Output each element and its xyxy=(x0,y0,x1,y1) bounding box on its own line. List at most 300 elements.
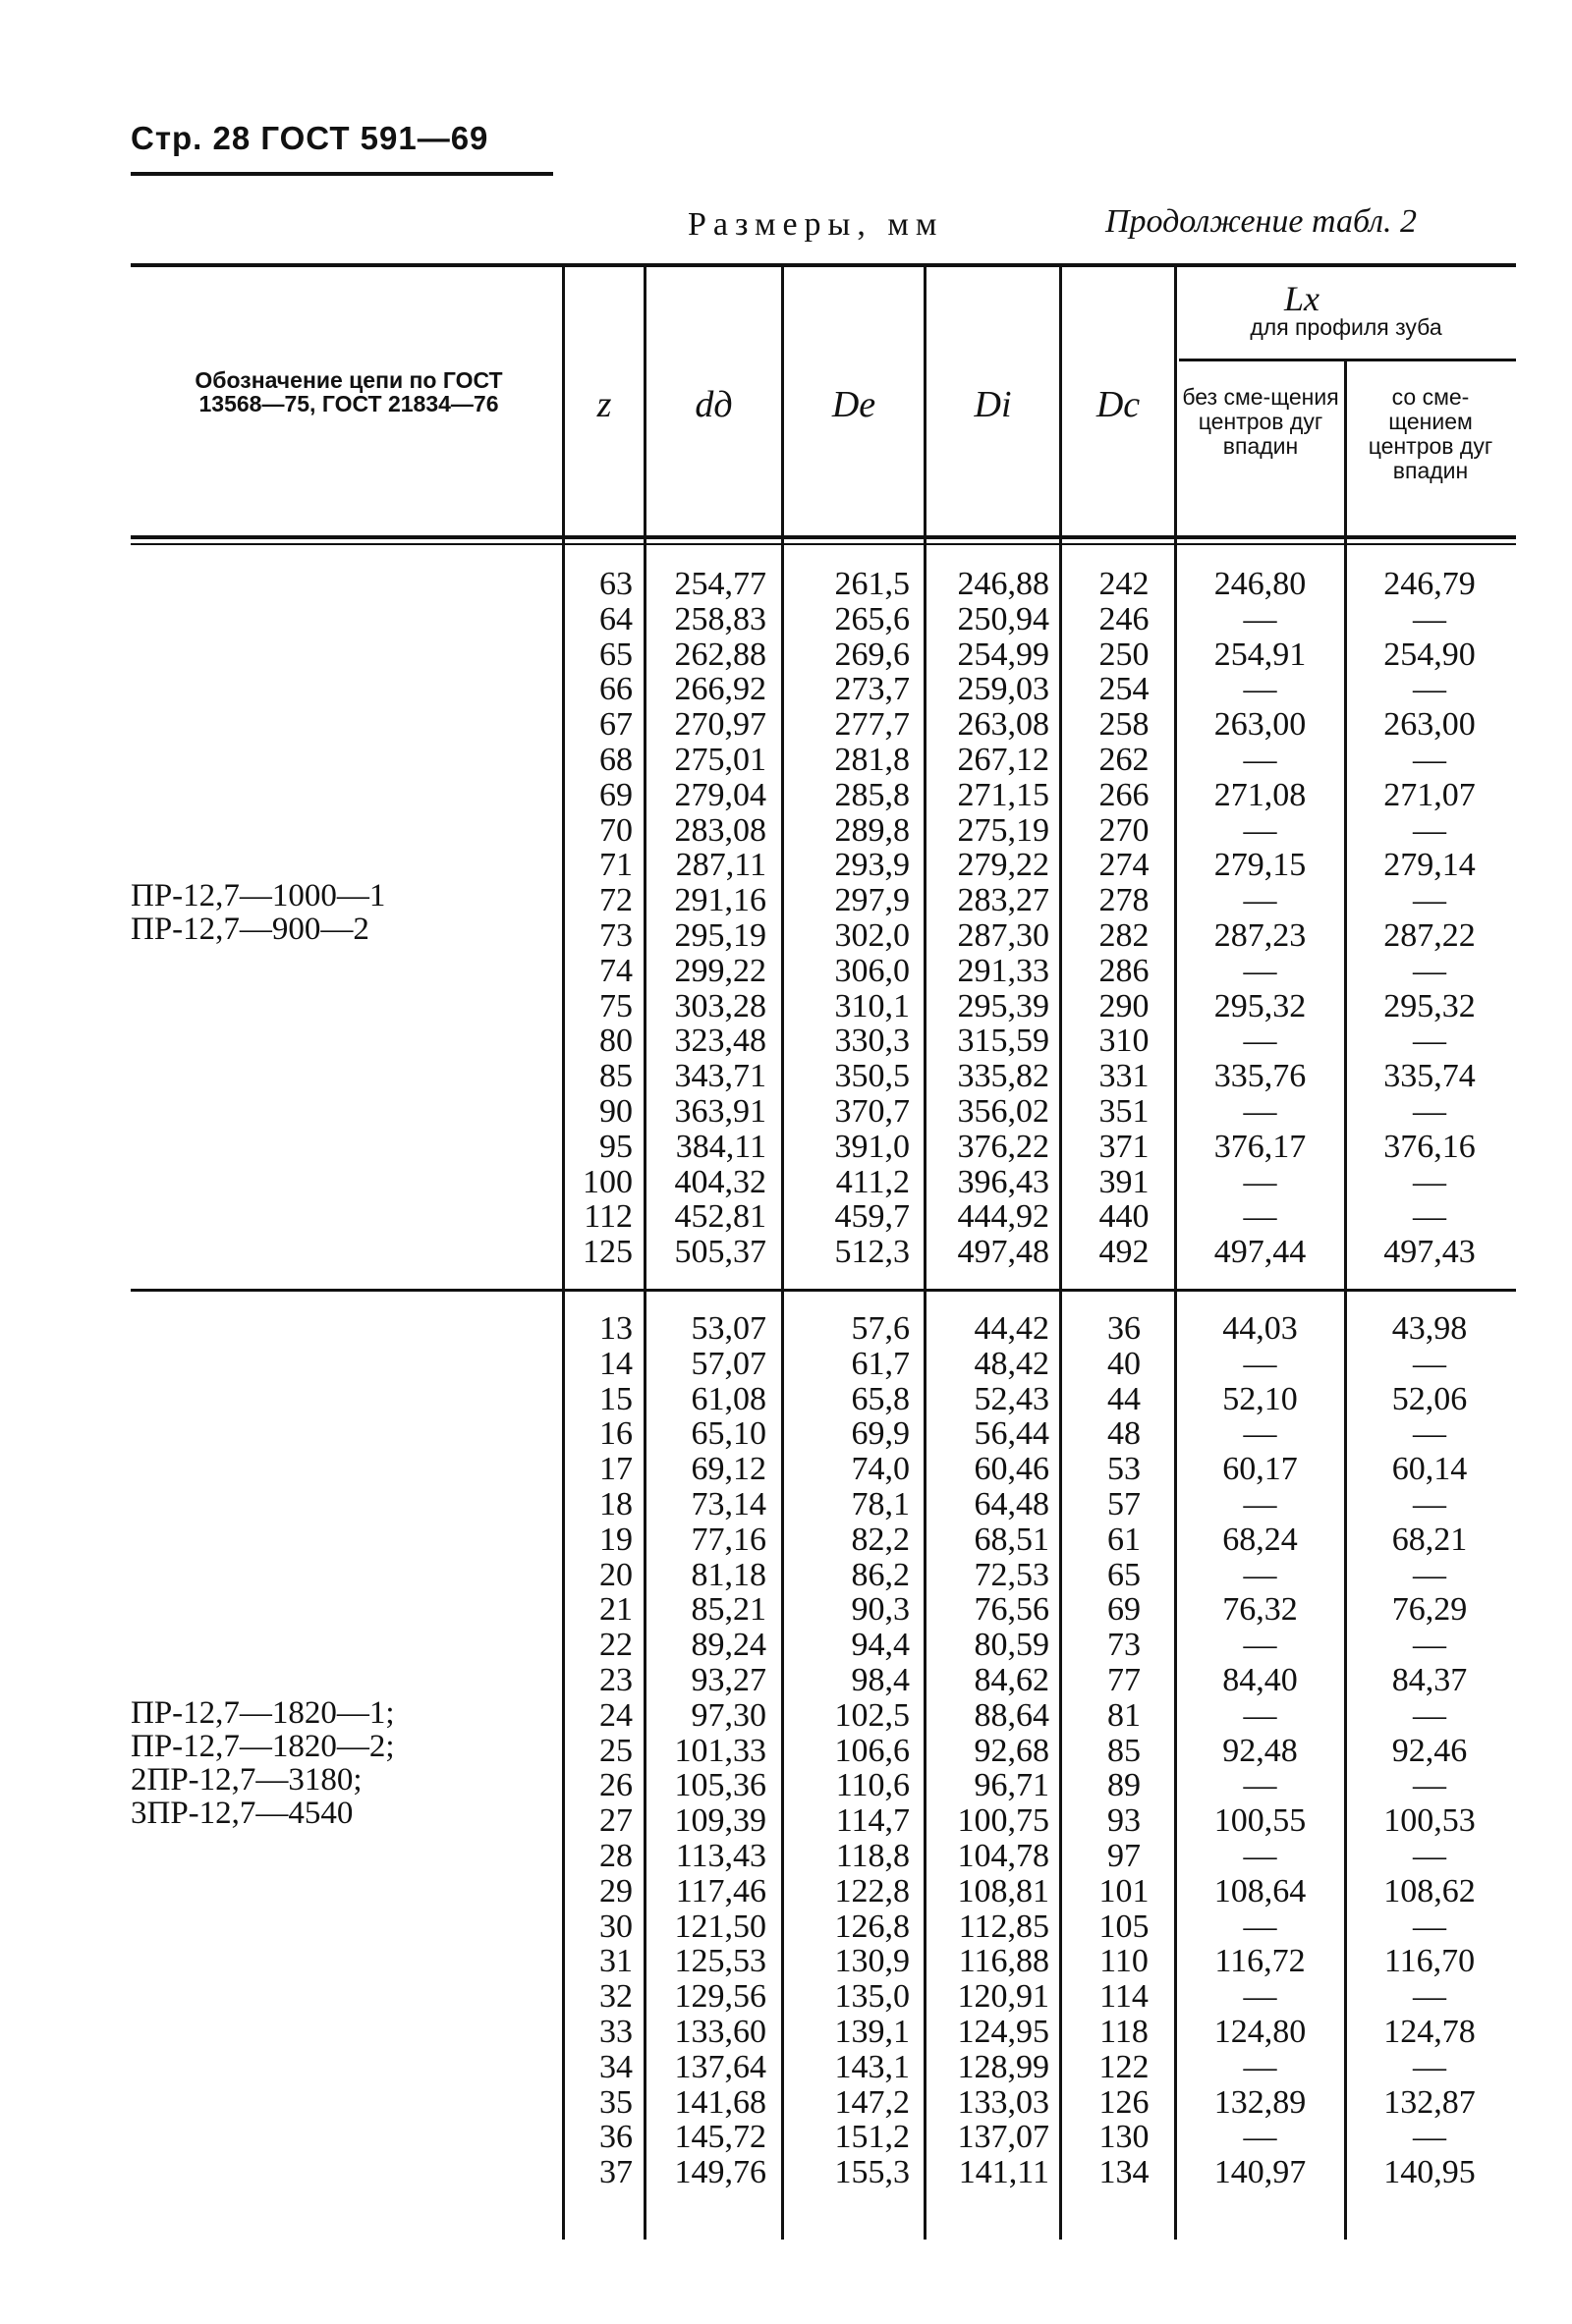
cell-lx-without-offset: 84,40 xyxy=(1222,1662,1298,1698)
cell-lx-without-offset: 60,17 xyxy=(1222,1451,1298,1488)
table-row xyxy=(0,1382,1572,1417)
cell-z: 100 xyxy=(583,1163,633,1200)
cell-de: 98,4 xyxy=(851,1662,910,1698)
cell-z: 22 xyxy=(599,1627,633,1664)
header-lx: Lx xyxy=(1284,279,1319,318)
cell-de: 289,8 xyxy=(834,811,910,849)
cell-lx-with-offset: 132,87 xyxy=(1383,2083,1476,2121)
cell-z: 32 xyxy=(599,1978,633,2016)
cell-dd: 53,07 xyxy=(691,1310,766,1347)
table-row xyxy=(0,1663,1572,1698)
cell-dd: 323,48 xyxy=(674,1023,766,1060)
cell-di: 283,27 xyxy=(957,882,1049,919)
cell-di: 267,12 xyxy=(957,742,1049,778)
cell-dc: 331 xyxy=(1098,1058,1150,1095)
header-bottom-rule-2 xyxy=(131,543,1516,545)
cell-di: 96,71 xyxy=(974,1767,1049,1804)
cell-di: 259,03 xyxy=(957,671,1049,708)
table-row xyxy=(0,918,1572,954)
cell-di: 124,95 xyxy=(957,2014,1049,2050)
cell-dc: 118 xyxy=(1099,2014,1149,2050)
cell-de: 350,5 xyxy=(834,1058,910,1095)
cell-de: 265,6 xyxy=(834,600,910,637)
cell-dd: 384,11 xyxy=(675,1128,766,1165)
table-row xyxy=(0,1944,1572,1979)
cell-z: 26 xyxy=(599,1767,633,1804)
cell-dc: 270 xyxy=(1098,811,1150,849)
cell-de: 370,7 xyxy=(834,1093,910,1130)
header-de: De xyxy=(831,384,876,425)
cell-dd: 89,24 xyxy=(691,1627,766,1664)
table-row xyxy=(0,602,1572,637)
cell-di: 80,59 xyxy=(974,1627,1049,1664)
cell-lx-with-offset: 68,21 xyxy=(1391,1521,1468,1558)
cell-dc: 36 xyxy=(1107,1310,1141,1347)
cell-dd: 404,32 xyxy=(674,1163,766,1200)
cell-lx-without-offset: — xyxy=(1243,2048,1277,2085)
cell-z: 64 xyxy=(599,600,633,637)
cell-lx-with-offset: — xyxy=(1413,1767,1446,1804)
table-row xyxy=(0,1695,1572,1734)
table-row xyxy=(0,2050,1572,2085)
cell-dc: 122 xyxy=(1098,2048,1150,2085)
cell-di: 133,03 xyxy=(957,2083,1049,2121)
cell-lx-with-offset: — xyxy=(1413,2119,1446,2156)
cell-de: 273,7 xyxy=(834,671,910,708)
cell-dc: 57 xyxy=(1107,1486,1141,1522)
cell-dd: 452,81 xyxy=(674,1198,766,1236)
cell-di: 263,08 xyxy=(957,706,1049,744)
cell-z: 15 xyxy=(599,1380,633,1417)
cell-dd: 129,56 xyxy=(674,1978,766,2016)
designation-line: ПР-12,7—1820—2; xyxy=(131,1729,395,1764)
cell-lx-with-offset: 100,53 xyxy=(1383,1802,1476,1840)
cell-dc: 110 xyxy=(1099,1943,1149,1980)
cell-di: 141,11 xyxy=(958,2154,1049,2191)
cell-z: 34 xyxy=(599,2048,633,2085)
cell-z: 74 xyxy=(599,952,633,989)
cell-de: 65,8 xyxy=(851,1380,910,1417)
header-lx-with-offset: со сме-щением центров дуг впадин xyxy=(1368,384,1493,483)
cell-di: 275,19 xyxy=(957,811,1049,849)
cell-lx-with-offset: 92,46 xyxy=(1391,1732,1468,1769)
cell-dc: 77 xyxy=(1107,1662,1141,1698)
cell-dc: 93 xyxy=(1107,1802,1141,1840)
cell-lx-without-offset: — xyxy=(1243,742,1277,778)
cell-dc: 73 xyxy=(1107,1627,1141,1664)
cell-de: 57,6 xyxy=(851,1310,910,1347)
cell-z: 72 xyxy=(599,882,633,919)
cell-lx-without-offset: 376,17 xyxy=(1213,1128,1307,1165)
cell-de: 391,0 xyxy=(834,1128,910,1165)
table-row xyxy=(0,1803,1572,1839)
cell-z: 71 xyxy=(599,847,633,884)
cell-lx-without-offset: 76,32 xyxy=(1222,1591,1298,1629)
cell-dd: 287,11 xyxy=(675,847,766,884)
cell-de: 512,3 xyxy=(834,1234,910,1271)
cell-dd: 145,72 xyxy=(674,2119,766,2156)
cell-lx-with-offset: 263,00 xyxy=(1383,706,1476,744)
cell-lx-without-offset: 92,48 xyxy=(1222,1732,1298,1769)
header-di: Di xyxy=(974,384,1012,425)
cell-de: 411,2 xyxy=(835,1163,910,1200)
cell-lx-with-offset: 287,22 xyxy=(1383,917,1476,954)
cell-di: 287,30 xyxy=(957,917,1049,954)
cell-dd: 258,83 xyxy=(674,600,766,637)
cell-dd: 137,64 xyxy=(674,2048,766,2085)
cell-dc: 89 xyxy=(1107,1767,1141,1804)
table-row xyxy=(0,813,1572,849)
cell-di: 52,43 xyxy=(974,1380,1049,1417)
cell-dc: 81 xyxy=(1107,1696,1141,1734)
designation-line: ПР-12,7—1820—1; xyxy=(131,1695,395,1731)
cell-dd: 303,28 xyxy=(674,987,766,1024)
designation-line: 2ПР-12,7—3180; xyxy=(131,1762,363,1798)
cell-dc: 371 xyxy=(1098,1128,1150,1165)
cell-di: 76,56 xyxy=(974,1591,1049,1629)
cell-dc: 286 xyxy=(1098,952,1150,989)
cell-lx-without-offset: 116,72 xyxy=(1214,1943,1306,1980)
cell-z: 23 xyxy=(599,1662,633,1698)
table-row xyxy=(0,2085,1572,2121)
table-row xyxy=(0,1839,1572,1874)
cell-lx-without-offset: — xyxy=(1243,882,1277,919)
cell-z: 16 xyxy=(599,1415,633,1453)
cell-lx-with-offset: 279,14 xyxy=(1383,847,1476,884)
header-bottom-rule xyxy=(131,535,1516,539)
cell-z: 65 xyxy=(599,636,633,673)
cell-dc: 53 xyxy=(1107,1451,1141,1488)
cell-di: 116,88 xyxy=(958,1943,1049,1980)
cell-dc: 266 xyxy=(1098,776,1150,813)
cell-dc: 40 xyxy=(1107,1345,1141,1382)
cell-de: 277,7 xyxy=(834,706,910,744)
table-row xyxy=(0,637,1572,673)
cell-dc: 242 xyxy=(1098,566,1150,602)
cell-di: 279,22 xyxy=(957,847,1049,884)
cell-lx-with-offset: — xyxy=(1413,1978,1446,2016)
cell-de: 102,5 xyxy=(834,1696,910,1734)
cell-dd: 279,04 xyxy=(674,776,766,813)
cell-lx-with-offset: — xyxy=(1413,1163,1446,1200)
cell-z: 19 xyxy=(599,1521,633,1558)
cell-di: 376,22 xyxy=(957,1128,1049,1165)
header-z: z xyxy=(596,384,612,425)
cell-dc: 69 xyxy=(1107,1591,1141,1629)
cell-dd: 113,43 xyxy=(675,1838,766,1874)
cell-di: 48,42 xyxy=(974,1345,1049,1382)
cell-dd: 85,21 xyxy=(691,1591,766,1629)
table-row xyxy=(0,672,1572,707)
cell-z: 67 xyxy=(599,706,633,744)
cell-lx-with-offset: — xyxy=(1413,1556,1446,1593)
cell-di: 291,33 xyxy=(957,952,1049,989)
cell-lx-without-offset: — xyxy=(1243,600,1277,637)
designation-line: ПР-12,7—1000—1 xyxy=(131,878,386,913)
cell-di: 444,92 xyxy=(957,1198,1049,1236)
cell-dc: 440 xyxy=(1098,1198,1150,1236)
cell-lx-without-offset: 254,91 xyxy=(1213,636,1307,673)
cell-z: 75 xyxy=(599,987,633,1024)
cell-lx-with-offset: 52,06 xyxy=(1391,1380,1468,1417)
cell-z: 80 xyxy=(599,1023,633,1060)
cell-lx-with-offset: 43,98 xyxy=(1391,1310,1468,1347)
cell-lx-with-offset: 335,74 xyxy=(1383,1058,1476,1095)
cell-z: 33 xyxy=(599,2014,633,2050)
cell-lx-without-offset: 279,15 xyxy=(1213,847,1307,884)
cell-lx-without-offset: — xyxy=(1243,1023,1277,1060)
cell-dd: 65,10 xyxy=(691,1415,766,1453)
cell-de: 269,6 xyxy=(834,636,910,673)
cell-di: 120,91 xyxy=(957,1978,1049,2016)
table-row xyxy=(0,1235,1572,1270)
cell-dc: 351 xyxy=(1098,1093,1150,1130)
cell-lx-with-offset: 84,37 xyxy=(1391,1662,1468,1698)
page-header-rule xyxy=(131,172,553,176)
cell-lx-without-offset: 52,10 xyxy=(1222,1380,1298,1417)
cell-lx-without-offset: — xyxy=(1243,1838,1277,1874)
cell-lx-with-offset: 76,29 xyxy=(1391,1591,1468,1629)
cell-lx-with-offset: — xyxy=(1413,1198,1446,1236)
cell-de: 86,2 xyxy=(851,1556,910,1593)
cell-z: 90 xyxy=(599,1093,633,1130)
cell-z: 24 xyxy=(599,1696,633,1734)
cell-dd: 105,36 xyxy=(674,1767,766,1804)
cell-lx-with-offset: — xyxy=(1413,1486,1446,1522)
cell-z: 66 xyxy=(599,671,633,708)
cell-z: 29 xyxy=(599,1872,633,1909)
cell-de: 110,6 xyxy=(835,1767,910,1804)
cell-di: 246,88 xyxy=(957,566,1049,602)
cell-dc: 282 xyxy=(1098,917,1150,954)
cell-lx-without-offset: — xyxy=(1243,671,1277,708)
cell-lx-without-offset: — xyxy=(1243,2119,1277,2156)
header-designation: Обозначение цепи по ГОСТ 13568—75, ГОСТ 21834—76 xyxy=(195,367,503,416)
cell-dc: 274 xyxy=(1098,847,1150,884)
cell-lx-without-offset: — xyxy=(1243,952,1277,989)
cell-z: 18 xyxy=(599,1486,633,1522)
cell-de: 130,9 xyxy=(834,1943,910,1980)
cell-de: 139,1 xyxy=(834,2014,910,2050)
cell-z: 14 xyxy=(599,1345,633,1382)
cell-de: 151,2 xyxy=(834,2119,910,2156)
cell-lx-without-offset: — xyxy=(1243,1908,1277,1945)
cell-de: 155,3 xyxy=(834,2154,910,2191)
cell-dc: 262 xyxy=(1098,742,1150,778)
table-row xyxy=(0,1734,1572,1769)
cell-lx-with-offset: 246,79 xyxy=(1383,566,1476,602)
cell-dd: 291,16 xyxy=(674,882,766,919)
cell-lx-without-offset: — xyxy=(1243,1627,1277,1664)
cell-z: 73 xyxy=(599,917,633,954)
cell-lx-without-offset: 100,55 xyxy=(1213,1802,1307,1840)
table-row xyxy=(0,2155,1572,2190)
cell-z: 27 xyxy=(599,1802,633,1840)
cell-dc: 254 xyxy=(1098,671,1150,708)
cell-dc: 290 xyxy=(1098,987,1150,1024)
cell-lx-without-offset: — xyxy=(1243,1978,1277,2016)
table-row xyxy=(0,567,1572,602)
table-row xyxy=(0,1024,1572,1059)
cell-dc: 44 xyxy=(1107,1380,1141,1417)
cell-z: 125 xyxy=(583,1234,633,1271)
cell-di: 60,46 xyxy=(974,1451,1049,1488)
table-row xyxy=(0,954,1572,989)
table-row xyxy=(0,1094,1572,1130)
cell-dc: 114 xyxy=(1099,1978,1149,2016)
cell-z: 28 xyxy=(599,1838,633,1874)
cell-lx-without-offset: 124,80 xyxy=(1213,2014,1307,2050)
cell-z: 13 xyxy=(599,1310,633,1347)
cell-lx-without-offset: — xyxy=(1243,811,1277,849)
cell-dc: 48 xyxy=(1107,1415,1141,1453)
cell-lx-without-offset: 295,32 xyxy=(1213,987,1307,1024)
cell-lx-without-offset: — xyxy=(1243,1767,1277,1804)
cell-lx-without-offset: 108,64 xyxy=(1213,1872,1307,1909)
cell-di: 335,82 xyxy=(957,1058,1049,1095)
cell-di: 56,44 xyxy=(974,1415,1049,1453)
cell-lx-without-offset: 132,89 xyxy=(1213,2083,1307,2121)
cell-dd: 299,22 xyxy=(674,952,766,989)
cell-lx-with-offset: — xyxy=(1413,1838,1446,1874)
cell-lx-without-offset: — xyxy=(1243,1345,1277,1382)
cell-lx-without-offset: 263,00 xyxy=(1213,706,1307,744)
cell-z: 25 xyxy=(599,1732,633,1769)
cell-lx-with-offset: — xyxy=(1413,742,1446,778)
cell-lx-with-offset: 376,16 xyxy=(1383,1128,1476,1165)
cell-dc: 85 xyxy=(1107,1732,1141,1769)
cell-lx-with-offset: 497,43 xyxy=(1383,1234,1476,1271)
cell-dc: 258 xyxy=(1098,706,1150,744)
designation-line: 3ПР-12,7—4540 xyxy=(131,1796,354,1831)
table-row xyxy=(0,1979,1572,2015)
cell-z: 30 xyxy=(599,1908,633,1945)
cell-dc: 97 xyxy=(1107,1838,1141,1874)
cell-dd: 125,53 xyxy=(674,1943,766,1980)
cell-di: 271,15 xyxy=(957,776,1049,813)
cell-lx-without-offset: 44,03 xyxy=(1222,1310,1298,1347)
cell-lx-with-offset: — xyxy=(1413,1627,1446,1664)
cell-dc: 105 xyxy=(1098,1908,1150,1945)
cell-lx-with-offset: 271,07 xyxy=(1383,776,1476,813)
caption-sizes: Размеры, мм xyxy=(688,206,944,243)
cell-dc: 101 xyxy=(1098,1872,1150,1909)
table-row xyxy=(0,2015,1572,2050)
cell-di: 108,81 xyxy=(957,1872,1049,1909)
cell-de: 135,0 xyxy=(834,1978,910,2016)
lx-divider-rule xyxy=(1179,359,1516,361)
cell-dd: 121,50 xyxy=(674,1908,766,1945)
header-lx-without-offset: без сме-щения центров дуг впадин xyxy=(1182,384,1339,459)
cell-lx-without-offset: — xyxy=(1243,1696,1277,1734)
cell-lx-without-offset: 271,08 xyxy=(1213,776,1307,813)
cell-de: 114,7 xyxy=(835,1802,910,1840)
cell-lx-without-offset: — xyxy=(1243,1486,1277,1522)
cell-lx-with-offset: — xyxy=(1413,600,1446,637)
page-header: Стр. 28 ГОСТ 591—69 xyxy=(131,120,489,156)
table-row xyxy=(0,1768,1572,1803)
cell-dd: 77,16 xyxy=(691,1521,766,1558)
cell-lx-with-offset: — xyxy=(1413,1023,1446,1060)
cell-lx-with-offset: — xyxy=(1413,952,1446,989)
cell-dd: 295,19 xyxy=(674,917,766,954)
cell-di: 250,94 xyxy=(957,600,1049,637)
cell-z: 17 xyxy=(599,1451,633,1488)
cell-di: 112,85 xyxy=(958,1908,1049,1945)
cell-dd: 363,91 xyxy=(674,1093,766,1130)
cell-dc: 126 xyxy=(1098,2083,1150,2121)
cell-z: 85 xyxy=(599,1058,633,1095)
table-row xyxy=(0,1558,1572,1593)
cell-di: 137,07 xyxy=(957,2119,1049,2156)
cell-di: 92,68 xyxy=(974,1732,1049,1769)
cell-de: 302,0 xyxy=(834,917,910,954)
cell-dd: 101,33 xyxy=(674,1732,766,1769)
cell-z: 68 xyxy=(599,742,633,778)
cell-lx-with-offset: — xyxy=(1413,1908,1446,1945)
cell-di: 128,99 xyxy=(957,2048,1049,2085)
cell-z: 69 xyxy=(599,776,633,813)
table-row xyxy=(0,1628,1572,1663)
cell-lx-without-offset: — xyxy=(1243,1163,1277,1200)
table-row xyxy=(0,1416,1572,1452)
cell-dc: 250 xyxy=(1098,636,1150,673)
cell-lx-with-offset: — xyxy=(1413,1345,1446,1382)
cell-de: 306,0 xyxy=(834,952,910,989)
cell-de: 94,4 xyxy=(851,1627,910,1664)
cell-lx-with-offset: 140,95 xyxy=(1383,2154,1476,2191)
cell-dc: 246 xyxy=(1098,600,1150,637)
cell-de: 69,9 xyxy=(851,1415,910,1453)
cell-di: 396,43 xyxy=(957,1163,1049,1200)
cell-lx-with-offset: 116,70 xyxy=(1383,1943,1476,1980)
table-row xyxy=(0,1487,1572,1522)
table-row xyxy=(0,1592,1572,1628)
table-top-rule xyxy=(131,263,1516,267)
cell-dc: 65 xyxy=(1107,1556,1141,1593)
cell-de: 82,2 xyxy=(851,1521,910,1558)
cell-lx-without-offset: 246,80 xyxy=(1213,566,1307,602)
cell-de: 78,1 xyxy=(851,1486,910,1522)
cell-di: 88,64 xyxy=(974,1696,1049,1734)
cell-lx-with-offset: — xyxy=(1413,1093,1446,1130)
cell-lx-without-offset: 287,23 xyxy=(1213,917,1307,954)
table-row xyxy=(0,707,1572,743)
cell-dd: 109,39 xyxy=(674,1802,766,1840)
cell-dd: 266,92 xyxy=(674,671,766,708)
designation-line: ПР-12,7—900—2 xyxy=(131,912,369,947)
cell-de: 118,8 xyxy=(835,1838,910,1874)
cell-lx-with-offset: — xyxy=(1413,1696,1446,1734)
cell-dd: 133,60 xyxy=(674,2014,766,2050)
table-row xyxy=(0,1874,1572,1909)
cell-lx-with-offset: 254,90 xyxy=(1383,636,1476,673)
cell-dc: 278 xyxy=(1098,882,1150,919)
cell-lx-with-offset: 60,14 xyxy=(1391,1451,1468,1488)
cell-lx-with-offset: — xyxy=(1413,811,1446,849)
cell-de: 90,3 xyxy=(851,1591,910,1629)
cell-z: 95 xyxy=(599,1128,633,1165)
cell-lx-without-offset: — xyxy=(1243,1415,1277,1453)
cell-de: 310,1 xyxy=(834,987,910,1024)
cell-z: 112 xyxy=(584,1198,633,1236)
cell-di: 64,48 xyxy=(974,1486,1049,1522)
cell-lx-without-offset: — xyxy=(1243,1556,1277,1593)
cell-dc: 492 xyxy=(1098,1234,1150,1271)
table-row xyxy=(0,1311,1572,1347)
cell-lx-without-offset: 335,76 xyxy=(1213,1058,1307,1095)
cell-dc: 391 xyxy=(1098,1163,1150,1200)
